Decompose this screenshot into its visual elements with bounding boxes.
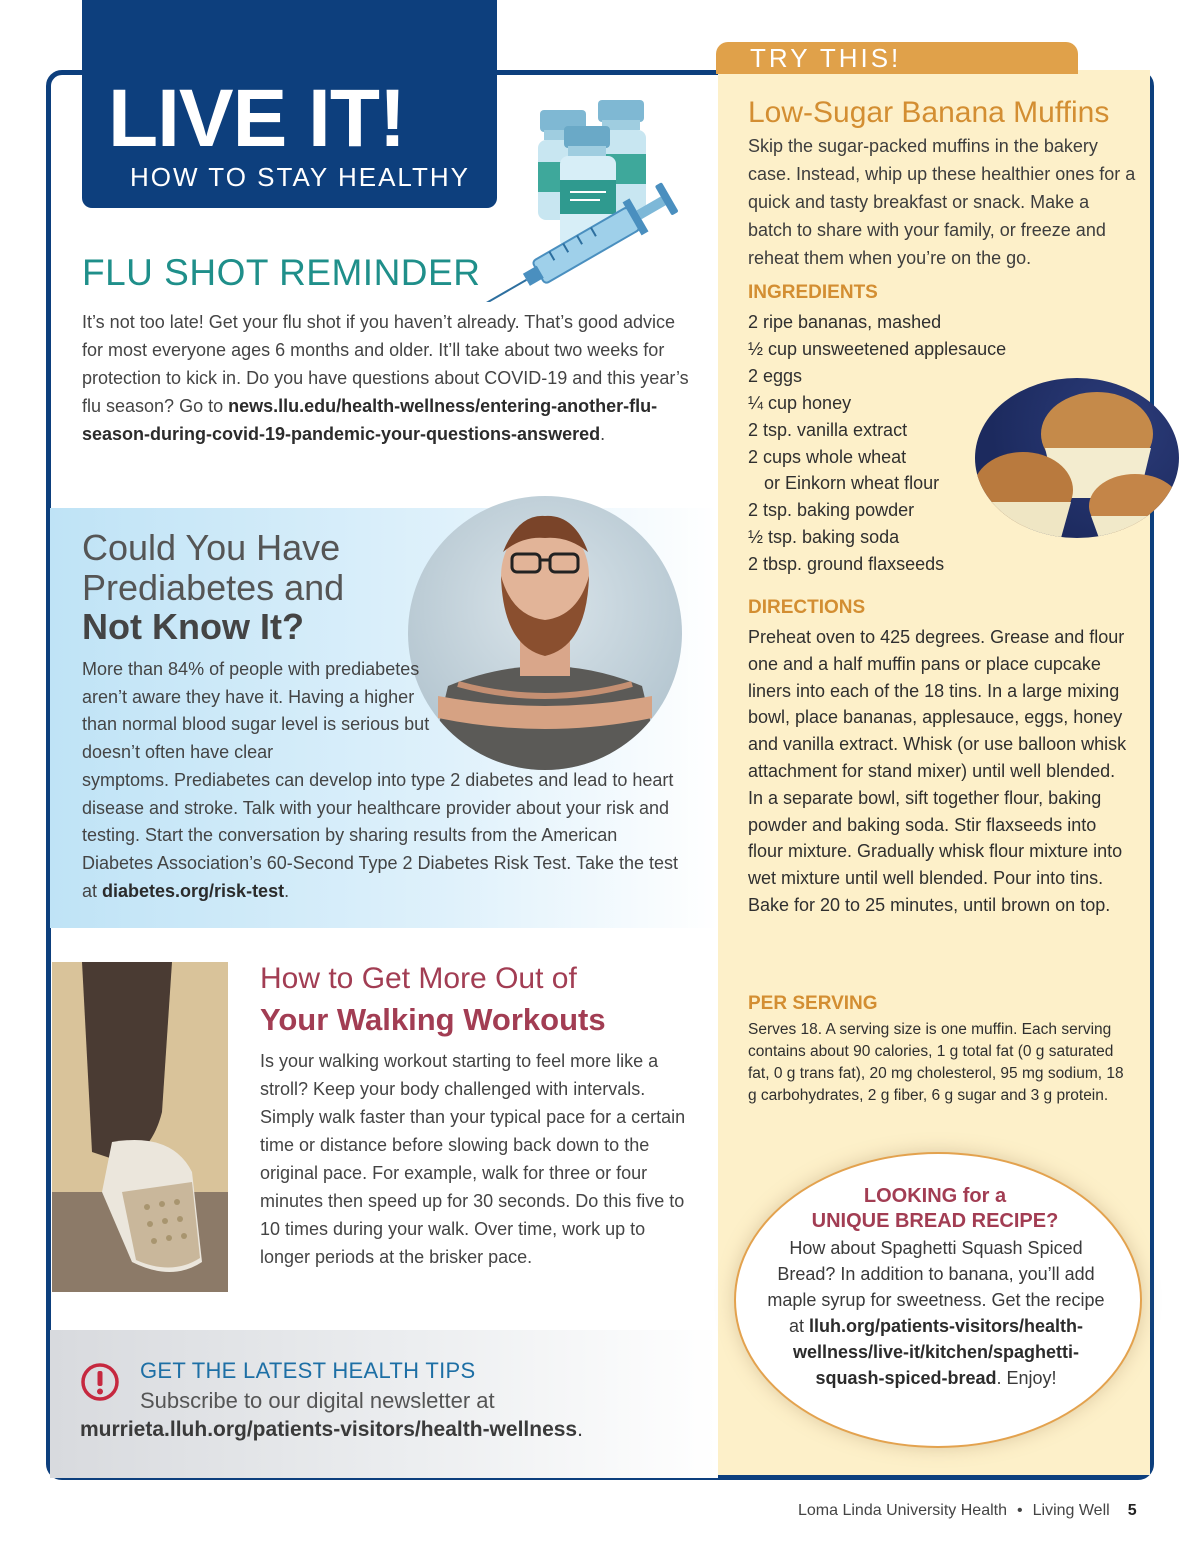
ingredient-item: 2 tsp. vanilla extract xyxy=(748,419,908,440)
ingredients-list xyxy=(748,309,1008,578)
page-footer xyxy=(798,1502,1137,1520)
ingredient-item: 2 ripe bananas, mashed xyxy=(748,312,942,332)
bread-heading-line1: LOOKING for a xyxy=(863,1185,1007,1207)
recipe-intro: Skip the sugar-packed muffins in the bakery case. Instead, whip up these healthier ones for a quick and tasty breakfast or snack. Make a batch to share with your family, or freeze and reheat them when you’re on the go. xyxy=(748,136,1136,268)
directions-heading: DIRECTIONS xyxy=(748,597,866,618)
flu-shot-period: . xyxy=(600,424,606,444)
alert-icon xyxy=(80,1362,120,1402)
walking-body: Is your walking workout starting to feel more like a stroll? Keep your body challenged with intervals. Simply walk faster than your typical pace for a certain time or distance before slowing back down to the original pace. For example, walk for three or four minutes then speed up for 30 seconds. Do this five to 10 times during your walk. Over time, work up to longer periods at the brisker pace. xyxy=(260,1051,686,1267)
footer-publication: Living Well xyxy=(1032,1502,1110,1519)
walking-title: How to Get More Out of xyxy=(260,962,577,995)
flu-shot-title: FLU SHOT REMINDER xyxy=(82,252,481,293)
bread-callout-heading xyxy=(760,1184,1110,1234)
banner-subtitle: HOW TO STAY HEALTHY xyxy=(130,162,470,192)
risk-test-link[interactable]: diabetes.org/risk-test xyxy=(102,880,285,901)
ingredient-item: 2 eggs xyxy=(748,365,803,386)
live-it-banner xyxy=(82,0,497,208)
ingredients-heading: INGREDIENTS xyxy=(748,282,878,303)
bread-enjoy: . Enjoy! xyxy=(996,1368,1057,1388)
ingredient-item: 2 tbsp. ground flaxseeds xyxy=(748,554,945,575)
directions-text: Preheat oven to 425 degrees. Grease and flour one and a half muffin pans or place cupcake liners into each of the 18 tins. In a large mixing bowl, place bananas, applesauce, eggs, honey and vanilla extract. Whisk (or use balloon whisk attachment for stand mixer) until well blended. In a separate bowl, sift together flour, baking powder and baking soda. Stir flaxseeds into flour mixture. Gradually whisk flour mixture into wet mixture until well blended. Pour into tins. Bake for 20 to 25 minutes, until brown on top. xyxy=(748,627,1127,915)
ingredient-item: ¼ cup honey xyxy=(748,392,852,413)
banner-title: LIVE IT! xyxy=(108,73,406,164)
flu-info-link[interactable]: news.llu.edu/health-wellness/entering-another-flu-season-during-covid-19-pandemic-your-questions-answered xyxy=(82,396,658,444)
prediabetes-text-intro: More than 84% of people with prediabetes aren’t aware they have it. Having a higher than normal blood sugar level is serious but doesn’t often have clear xyxy=(82,659,430,763)
ingredient-item: 2 cups whole wheat xyxy=(748,446,907,467)
ingredient-item: or Einkorn wheat flour xyxy=(764,473,940,494)
bread-heading-line2: UNIQUE BREAD RECIPE? xyxy=(811,1210,1059,1232)
newsletter-link[interactable]: murrieta.lluh.org/patients-visitors/health-wellness xyxy=(80,1418,578,1441)
prediabetes-body xyxy=(82,656,682,905)
walking-shoes-photo xyxy=(52,962,228,1292)
footer-org: Loma Linda University Health xyxy=(798,1502,1007,1519)
ingredient-item: ½ cup unsweetened applesauce xyxy=(748,338,1007,359)
flu-shot-text: It’s not too late! Get your flu shot if you haven’t already. That’s good advice for most everyone ages 6 months and older. It’ll take about two weeks for protection to kick in. Do you have questions about COVID-19 and this year’s flu season? Go to xyxy=(82,312,689,416)
page-number: 5 xyxy=(1127,1502,1137,1519)
newsletter-period: . xyxy=(577,1418,583,1441)
bread-recipe-link[interactable]: lluh.org/patients-visitors/health-wellness/live-it/kitchen/spaghetti-squash-spiced-bread xyxy=(792,1316,1084,1388)
bread-callout-body xyxy=(762,1235,1110,1391)
prediabetes-title-bold: Not Know It? xyxy=(82,606,304,647)
try-this-label: TRY THIS! xyxy=(750,43,902,73)
walking-title-bold: Your Walking Workouts xyxy=(260,1002,606,1037)
ingredient-item: 2 tsp. baking powder xyxy=(748,500,915,521)
footer-bullet: • xyxy=(1017,1502,1023,1519)
ingredient-item: ½ tsp. baking soda xyxy=(748,527,900,548)
try-this-tab xyxy=(716,42,1078,74)
prediabetes-period: . xyxy=(284,880,290,901)
health-tips-text: Subscribe to our digital newsletter at xyxy=(140,1388,495,1413)
recipe-title: Low-Sugar Banana Muffins xyxy=(748,96,1110,129)
syringe-icon xyxy=(470,182,700,302)
muffins-photo xyxy=(975,378,1179,538)
prediabetes-title: Could You Have Prediabetes and xyxy=(82,527,345,608)
serving-text: Serves 18. A serving size is one muffin. Each serving contains about 90 calories, 1 g total fat (0 g saturated fat, 0 g trans fat), 20 mg cholesterol, 95 mg sodium, 18 g carbohydrates, 2 g fiber, 6 g sugar and 3 g protein. xyxy=(748,1021,1124,1104)
prediabetes-text: symptoms. Prediabetes can develop into type 2 diabetes and lead to heart disease and stroke. Talk with your healthcare provider about your risk and testing. Start the conversation by sharing results from the American Diabetes Association’s 60-Second Type 2 Diabetes Risk Test. Take the test at xyxy=(82,769,679,901)
newsletter-link-wrap xyxy=(80,1418,583,1442)
flu-shot-body xyxy=(82,308,692,448)
per-serving-heading: PER SERVING xyxy=(748,993,878,1014)
health-tips-title: GET THE LATEST HEALTH TIPS xyxy=(140,1358,476,1383)
bread-text: How about Spaghetti Squash Spiced Bread? In addition to banana, you’ll add maple syrup for sweetness. Get the recipe at xyxy=(767,1238,1105,1336)
